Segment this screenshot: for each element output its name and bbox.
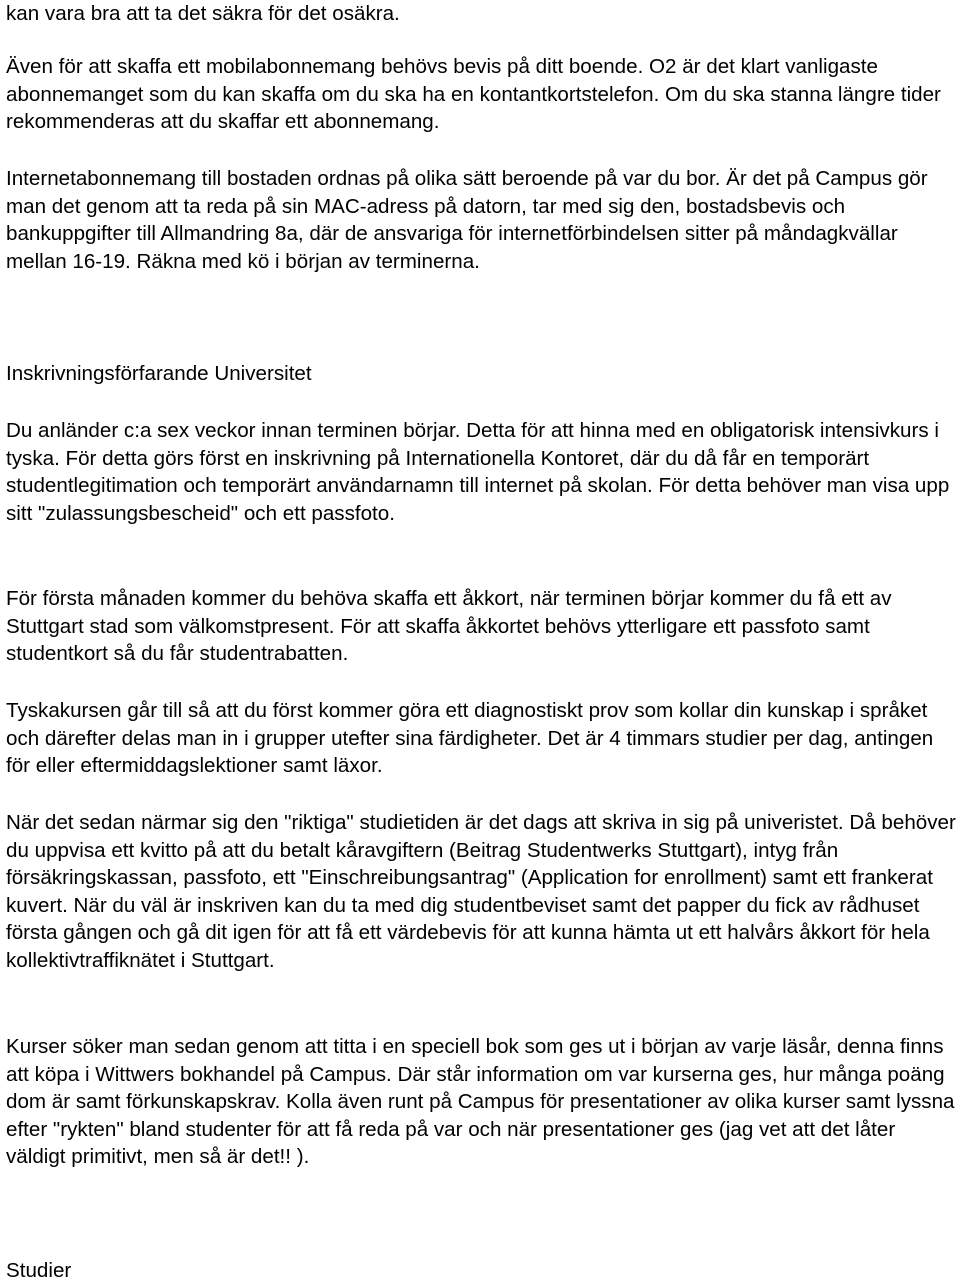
paragraph-university-enrollment: När det sedan närmar sig den "riktiga" studietiden är det dags att skriva in sig på univeristet. Då behöver du uppvisa ett kvitto på att du betalt kåravgiftern (Beitrag Studentwerks Stuttgart), intyg från försäkringskassan, passfoto, ett "Einschreibungsantrag" (Application for enrollment) samt ett frankerat kuvert. När du väl är inskriven kan du ta med dig studentbeviset samt det papper du fick av rådhuset första gången och gå dit igen för att få ett värdebevis för att kunna hämta ut ett halvårs åkkort för hela kollektivtraffiknätet i Stuttgart. bbox=[6, 811, 956, 972]
paragraph-german-course: Tyskakursen går till så att du först kommer göra ett diagnostiskt prov som kollar din kunskap i språket och därefter delas man in i grupper utefter sina färdigheter. Det är 4 timmars studier per dag, antingen för eller eftermiddagslektioner samt läxor. bbox=[6, 699, 934, 777]
section-heading-studies: Studier bbox=[6, 1259, 72, 1282]
paragraph-mobile-subscription: Även för att skaffa ett mobilabonnemang behövs bevis på ditt boende. O2 är det klart vanligaste abonnemanget som du kan skaffa om du ska ha en kontantkortstelefon. Om du ska stanna längre tider rekommenderas att du skaffar ett abonnemang. bbox=[6, 55, 941, 133]
paragraph-intro-end: kan vara bra att ta det säkra för det osäkra. bbox=[6, 2, 400, 25]
paragraph-travel-card: För första månaden kommer du behöva skaffa ett åkkort, när terminen börjar kommer du få ett av Stuttgart stad som välkomstpresent. För att skaffa åkkortet behövs ytterligare ett passfoto samt studentkort så du får studentrabatten. bbox=[6, 587, 892, 665]
paragraph-arrival: Du anländer c:a sex veckor innan terminen börjar. Detta för att hinna med en obligatorisk intensivkurs i tyska. För detta görs först en inskrivning på Internationella Kontoret, där du då får en temporärt studentlegitimation och temporärt användarnamn till internet på skolan. För detta behöver man visa upp sitt "zulassungsbescheid" och ett passfoto. bbox=[6, 419, 950, 525]
paragraph-internet-subscription: Internetabonnemang till bostaden ordnas på olika sätt beroende på var du bor. Är det på Campus gör man det genom att ta reda på sin MAC-adress på datorn, tar med sig den, bostadsbevis och bankuppgifter till Allmandring 8a, där de ansvariga för internetförbindelsen sitter på måndagkvällar mellan 16-19. Räkna med kö i början av terminerna. bbox=[6, 167, 928, 273]
paragraph-course-selection: Kurser söker man sedan genom att titta i en speciell bok som ges ut i början av varje läsår, denna finns att köpa i Wittwers bokhandel på Campus. Där står information om var kurserna ges, hur många poäng dom är samt förkunskapskrav. Kolla även runt på Campus för presentationer av olika kurser samt lyssna efter "rykten" bland studenter för att få reda på var och när presentationer ges (jag vet att det låter väldigt primitivt, men så är det!! ). bbox=[6, 1035, 955, 1168]
section-heading-enrollment: Inskrivningsförfarande Universitet bbox=[6, 362, 312, 385]
